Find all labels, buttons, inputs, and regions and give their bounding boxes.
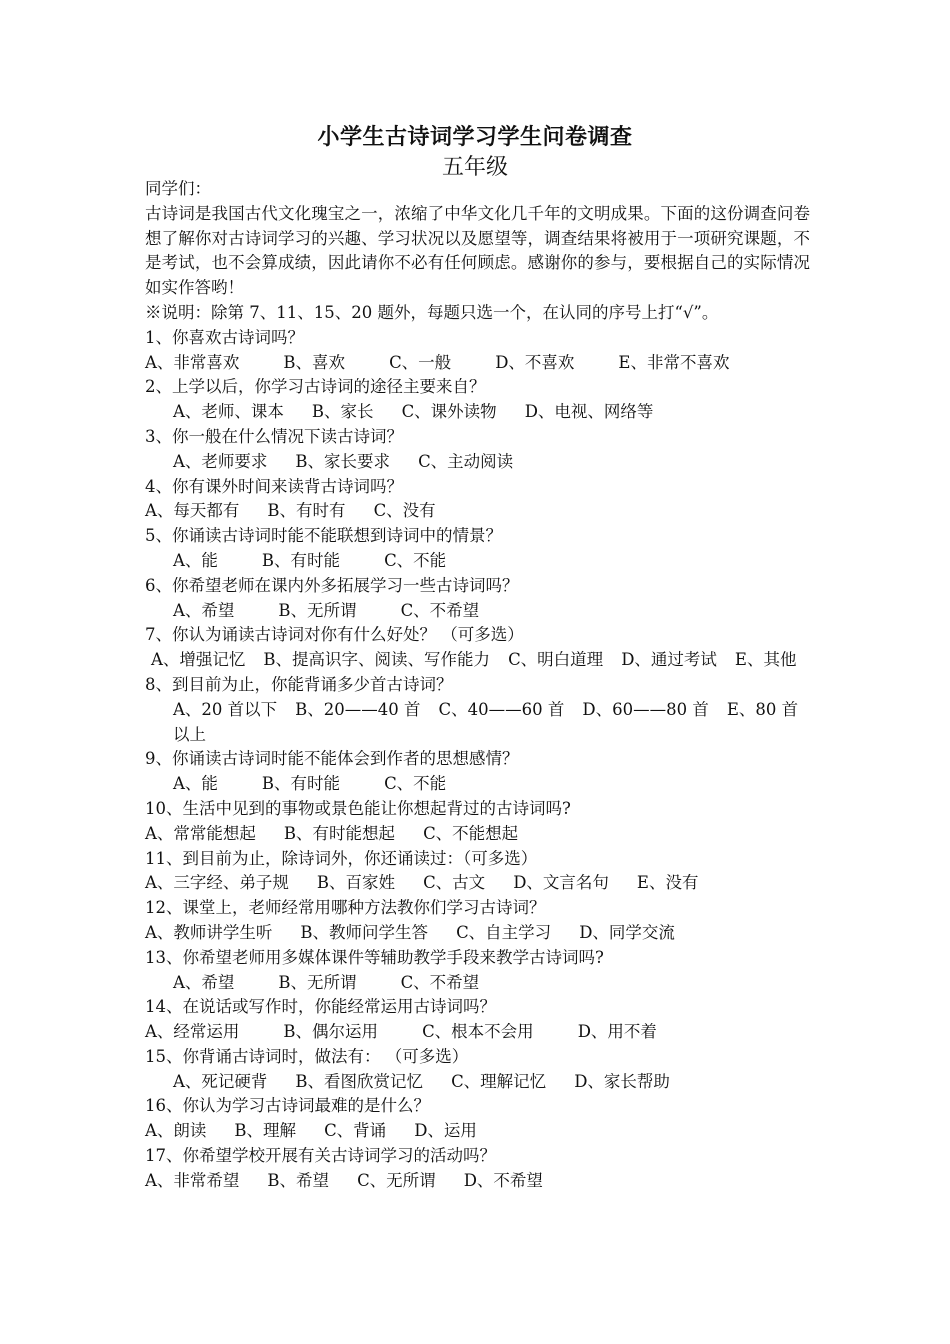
question-item (145, 475, 810, 525)
question-text: 5、你诵读古诗词时能不能联想到诗词中的情景？ (145, 526, 502, 546)
answer-option[interactable]: D、通过考试 (621, 650, 717, 670)
answer-option[interactable]: B、有时能想起 (283, 823, 396, 843)
intro-paragraph: 古诗词是我国古代文化瑰宝之一，浓缩了中华文化几千年的文明成果。下面的这份调查问卷想了解你对古诗词学习的兴趣、学习状况以及愿望等，调查结果将被用于一项研究课题，不是考试，也不会算成绩，因此请你不必有任何顾虑。感谢你的参与，要根据自己的实际情况如实作答哟！ (145, 203, 810, 298)
answer-option[interactable]: A、非常希望 (145, 1170, 240, 1190)
answer-option[interactable]: D、不希望 (463, 1170, 543, 1190)
question-item (145, 673, 810, 747)
questionnaire-body (145, 177, 810, 1194)
question-list (145, 326, 810, 1194)
answer-option[interactable]: C、根本不会用 (422, 1022, 534, 1042)
answer-option[interactable]: A、能 (173, 550, 218, 570)
answer-option[interactable]: C、古文 (423, 873, 486, 893)
question-item (145, 524, 810, 574)
question-item (145, 1144, 810, 1194)
question-text: 7、你认为诵读古诗词对你有什么好处？ （可多选） (145, 625, 524, 645)
answer-options (145, 400, 810, 425)
answer-options (145, 822, 810, 847)
question-item (145, 946, 810, 996)
answer-option[interactable]: C、没有 (373, 501, 436, 521)
answer-option[interactable]: C、无所谓 (357, 1170, 436, 1190)
answer-option[interactable]: A、希望 (173, 972, 235, 992)
answer-option[interactable]: B、提高识字、阅读、写作能力 (263, 650, 491, 670)
answer-option[interactable]: A、教师讲学生听 (145, 922, 273, 942)
answer-option[interactable]: C、一般 (389, 352, 452, 372)
answer-option[interactable]: C、不希望 (400, 972, 480, 992)
question-item (145, 375, 810, 425)
answer-option[interactable]: B、希望 (267, 1170, 330, 1190)
answer-options (145, 1020, 810, 1045)
answer-option[interactable]: B、偶尔运用 (283, 1022, 379, 1042)
answer-option[interactable]: B、20——40 首 (295, 699, 421, 719)
question-item (145, 797, 810, 847)
question-text: 3、你一般在什么情况下读古诗词？ (145, 426, 403, 446)
question-item (145, 326, 810, 376)
answer-option[interactable]: A、三字经、弟子规 (145, 873, 289, 893)
answer-option[interactable]: C、理解记忆 (451, 1071, 547, 1091)
answer-options (145, 871, 810, 896)
instruction-note: ※说明：除第 7、11、15、20 题外，每题只选一个，在认同的序号上打“√”。 (145, 302, 719, 322)
answer-option[interactable]: D、不喜欢 (495, 352, 575, 372)
question-text: 12、课堂上，老师经常用哪种方法教你们学习古诗词？ (145, 898, 546, 918)
answer-option[interactable]: A、老师要求 (173, 451, 268, 471)
document-subtitle: 五年级 (441, 155, 508, 180)
answer-options (145, 499, 810, 524)
question-text: 11、到目前为止，除诗词外，你还诵读过：（可多选） (145, 848, 538, 868)
answer-options (145, 351, 810, 376)
answer-option[interactable]: C、不能 (384, 550, 447, 570)
answer-option[interactable]: C、不希望 (400, 600, 480, 620)
question-text: 14、在说话或写作时，你能经常运用古诗词吗？ (145, 997, 496, 1017)
answer-option[interactable]: E、80 首以上 (173, 699, 799, 744)
answer-option[interactable]: B、有时有 (267, 501, 346, 521)
answer-option[interactable]: C、背诵 (324, 1121, 387, 1141)
question-text: 8、到目前为止，你能背诵多少首古诗词？ (145, 674, 453, 694)
question-text: 13、你希望老师用多媒体课件等辅助教学手段来教学古诗词吗? (145, 947, 604, 967)
answer-option[interactable]: D、电视、网络等 (524, 402, 654, 422)
answer-options (145, 1119, 810, 1144)
question-text: 1、你喜欢古诗词吗？ (145, 327, 304, 347)
answer-option[interactable]: D、60——80 首 (582, 699, 709, 719)
question-item (145, 896, 810, 946)
answer-option[interactable]: B、看图欣赏记忆 (295, 1071, 424, 1091)
answer-options (145, 1169, 810, 1194)
answer-option[interactable]: B、无所谓 (278, 972, 357, 992)
answer-options (145, 921, 810, 946)
answer-option[interactable]: A、常常能想起 (145, 823, 256, 843)
question-text: 9、你诵读古诗词时能不能体会到作者的思想感情？ (145, 749, 519, 769)
answer-option[interactable]: B、有时能 (261, 774, 341, 794)
answer-option[interactable]: C、自主学习 (456, 922, 552, 942)
answer-option[interactable]: B、有时能 (261, 550, 341, 570)
answer-option[interactable]: C、课外读物 (401, 402, 497, 422)
answer-option[interactable]: E、非常不喜欢 (618, 352, 730, 372)
answer-option[interactable]: C、不能 (384, 774, 447, 794)
answer-options (145, 599, 810, 624)
question-item (145, 1094, 810, 1144)
answer-option[interactable]: A、死记硬背 (173, 1071, 268, 1091)
answer-option[interactable]: A、增强记忆 (151, 650, 246, 670)
document-title: 小学生古诗词学习学生问卷调查 (317, 124, 633, 150)
question-text: 15、你背诵古诗词时，做法有： （可多选） (145, 1046, 469, 1066)
answer-option[interactable]: A、老师、课本 (173, 402, 284, 422)
answer-option[interactable]: B、教师问学生答 (300, 922, 429, 942)
answer-option[interactable]: A、朗读 (145, 1121, 207, 1141)
question-text: 17、你希望学校开展有关古诗词学习的活动吗？ (145, 1146, 496, 1166)
answer-option[interactable]: A、每天都有 (145, 501, 240, 521)
question-item (145, 747, 810, 797)
question-item (145, 847, 810, 897)
answer-options (145, 450, 810, 475)
answer-option[interactable]: B、理解 (234, 1121, 297, 1141)
answer-option[interactable]: A、能 (173, 774, 218, 794)
answer-options (145, 1070, 810, 1095)
answer-option[interactable]: D、家长帮助 (574, 1071, 670, 1091)
answer-options (145, 549, 810, 574)
answer-option[interactable]: B、家长 (311, 402, 374, 422)
answer-option[interactable]: C、40——60 首 (438, 699, 565, 719)
question-text: 4、你有课外时间来读背古诗词吗？ (145, 476, 403, 496)
answer-options (145, 971, 810, 996)
question-text: 16、你认为学习古诗词最难的是什么？ (145, 1096, 430, 1116)
answer-option[interactable]: A、经常运用 (145, 1022, 240, 1042)
question-item (145, 995, 810, 1045)
answer-option[interactable]: C、主动阅读 (418, 451, 514, 471)
answer-options (145, 698, 810, 748)
answer-option[interactable]: B、百家姓 (316, 873, 396, 893)
answer-option[interactable]: E、其他 (734, 650, 797, 670)
question-text: 2、上学以后，你学习古诗词的途径主要来自？ (145, 377, 486, 397)
answer-option[interactable]: D、同学交流 (579, 922, 675, 942)
answer-option[interactable]: C、明白道理 (508, 650, 604, 670)
answer-option[interactable]: B、喜欢 (283, 352, 346, 372)
answer-option[interactable]: D、运用 (414, 1121, 477, 1141)
answer-option[interactable]: A、20 首以下 (173, 699, 278, 719)
answer-option[interactable]: C、不能想起 (423, 823, 519, 843)
answer-option[interactable]: D、用不着 (577, 1022, 657, 1042)
answer-option[interactable]: A、非常喜欢 (145, 352, 240, 372)
question-item (145, 623, 810, 673)
answer-options (145, 772, 810, 797)
greeting: 同学们： (145, 179, 211, 198)
question-text: 6、你希望老师在课内外多拓展学习一些古诗词吗？ (145, 575, 519, 595)
question-item (145, 425, 810, 475)
answer-option[interactable]: E、没有 (636, 873, 699, 893)
question-text: 10、生活中见到的事物或景色能让你想起背过的古诗词吗? (145, 798, 571, 818)
answer-option[interactable]: D、文言名句 (513, 873, 609, 893)
question-item (145, 1045, 810, 1095)
answer-options (145, 648, 810, 673)
answer-option[interactable]: B、家长要求 (295, 451, 391, 471)
answer-option[interactable]: A、希望 (173, 600, 235, 620)
question-item (145, 574, 810, 624)
answer-option[interactable]: B、无所谓 (278, 600, 357, 620)
